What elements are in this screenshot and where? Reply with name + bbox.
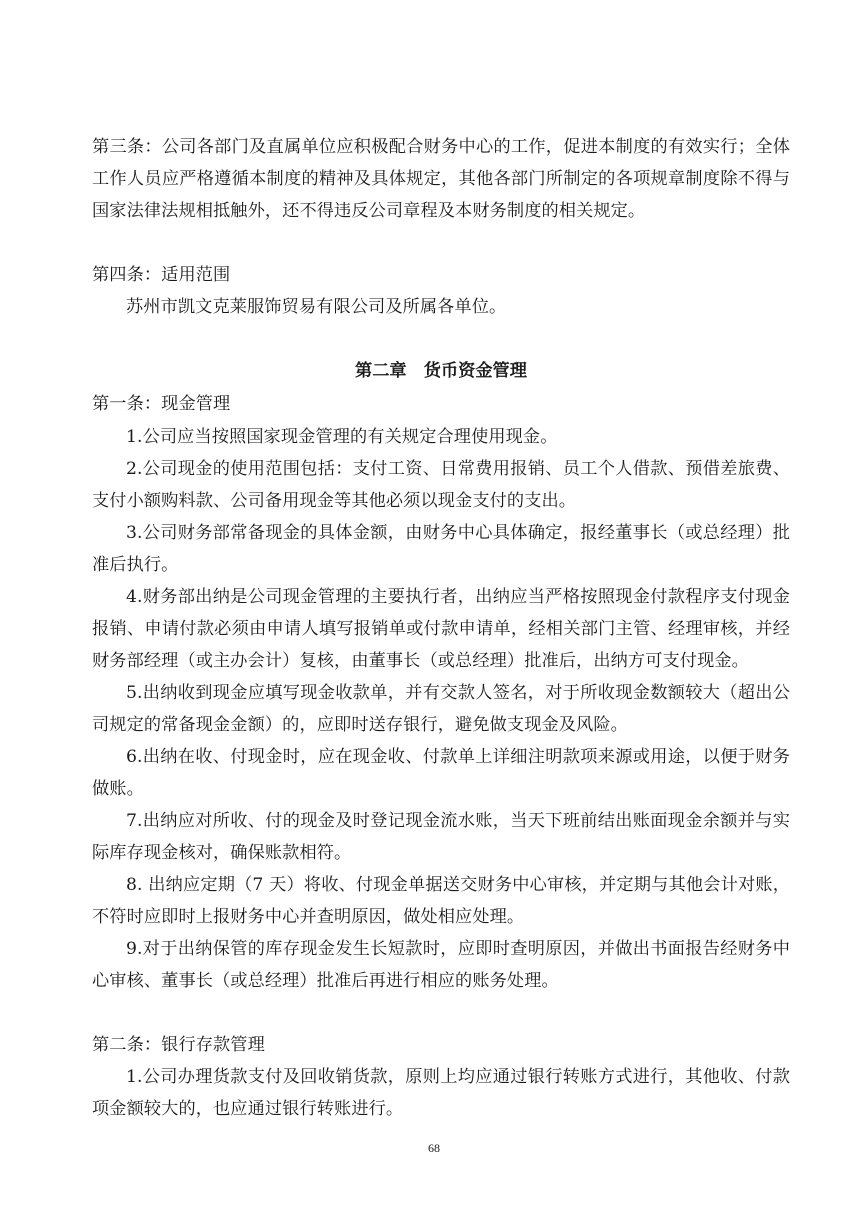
chapter-2-heading: 第二章 货币资金管理 (355, 361, 527, 381)
article-3-paragraph: 第三条：公司各部门及直属单位应积极配合财务中心的工作，促进本制度的有效实行；全体工作人员应严格遵循本制度的精神及具体规定，其他各部门所制定的各项规章制度除不得与国家法律法规相抵触外，还不得违反公司章程及本财务制度的相关规定。 (92, 137, 790, 221)
section-1-item-5: 5.出纳收到现金应填写现金收款单，并有交款人签名，对于所收现金数额较大（超出公司规定的常备现金金额）的，应即时送存银行，避免做支现金及风险。 (92, 683, 790, 735)
section-1-item-7: 7.出纳应对所收、付的现金及时登记现金流水账，当天下班前结出账面现金余额并与实际库存现金核对，确保账款相符。 (92, 811, 790, 863)
section-1-item-9: 9.对于出纳保管的库存现金发生长短款时，应即时查明原因，并做出书面报告经财务中心审核、董事长（或总经理）批准后再进行相应的账务处理。 (92, 939, 790, 991)
section-1-item-2: 2.公司现金的使用范围包括：支付工资、日常费用报销、员工个人借款、预借差旅费、支付小额购料款、公司备用现金等其他必须以现金支付的支出。 (92, 459, 790, 511)
section-2-title: 第二条：银行存款管理 (92, 1035, 265, 1055)
article-4-title: 第四条：适用范围 (92, 265, 231, 285)
section-1-title: 第一条：现金管理 (92, 394, 231, 414)
section-2-item-1: 1.公司办理货款支付及回收销货款，原则上均应通过银行转账方式进行，其他收、付款项金额较大的，也应通过银行转账进行。 (92, 1067, 790, 1119)
article-4-content: 苏州市凯文克莱服饰贸易有限公司及所属各单位。 (126, 297, 507, 317)
page-number: 68 (428, 1141, 440, 1155)
section-1-item-4: 4.财务部出纳是公司现金管理的主要执行者，出纳应当严格按照现金付款程序支付现金报销、申请付款必须由申请人填写报销单或付款申请单，经相关部门主管、经理审核，并经财务部经理（或主办会计）复核，由董事长（或总经理）批准后，出纳方可支付现金。 (92, 587, 790, 671)
section-1-item-6: 6.出纳在收、付现金时，应在现金收、付款单上详细注明款项来源或用途，以便于财务做账。 (92, 747, 790, 799)
section-1-item-1: 1.公司应当按照国家现金管理的有关规定合理使用现金。 (126, 427, 558, 447)
section-1-item-8: 8. 出纳应定期（7 天）将收、付现金单据送交财务中心审核，并定期与其他会计对账，不符时应即时上报财务中心并查明原因，做处相应处理。 (92, 875, 790, 927)
section-1-item-3: 3.公司财务部常备现金的具体金额，由财务中心具体确定，报经董事长（或总经理）批准后执行。 (92, 523, 790, 575)
